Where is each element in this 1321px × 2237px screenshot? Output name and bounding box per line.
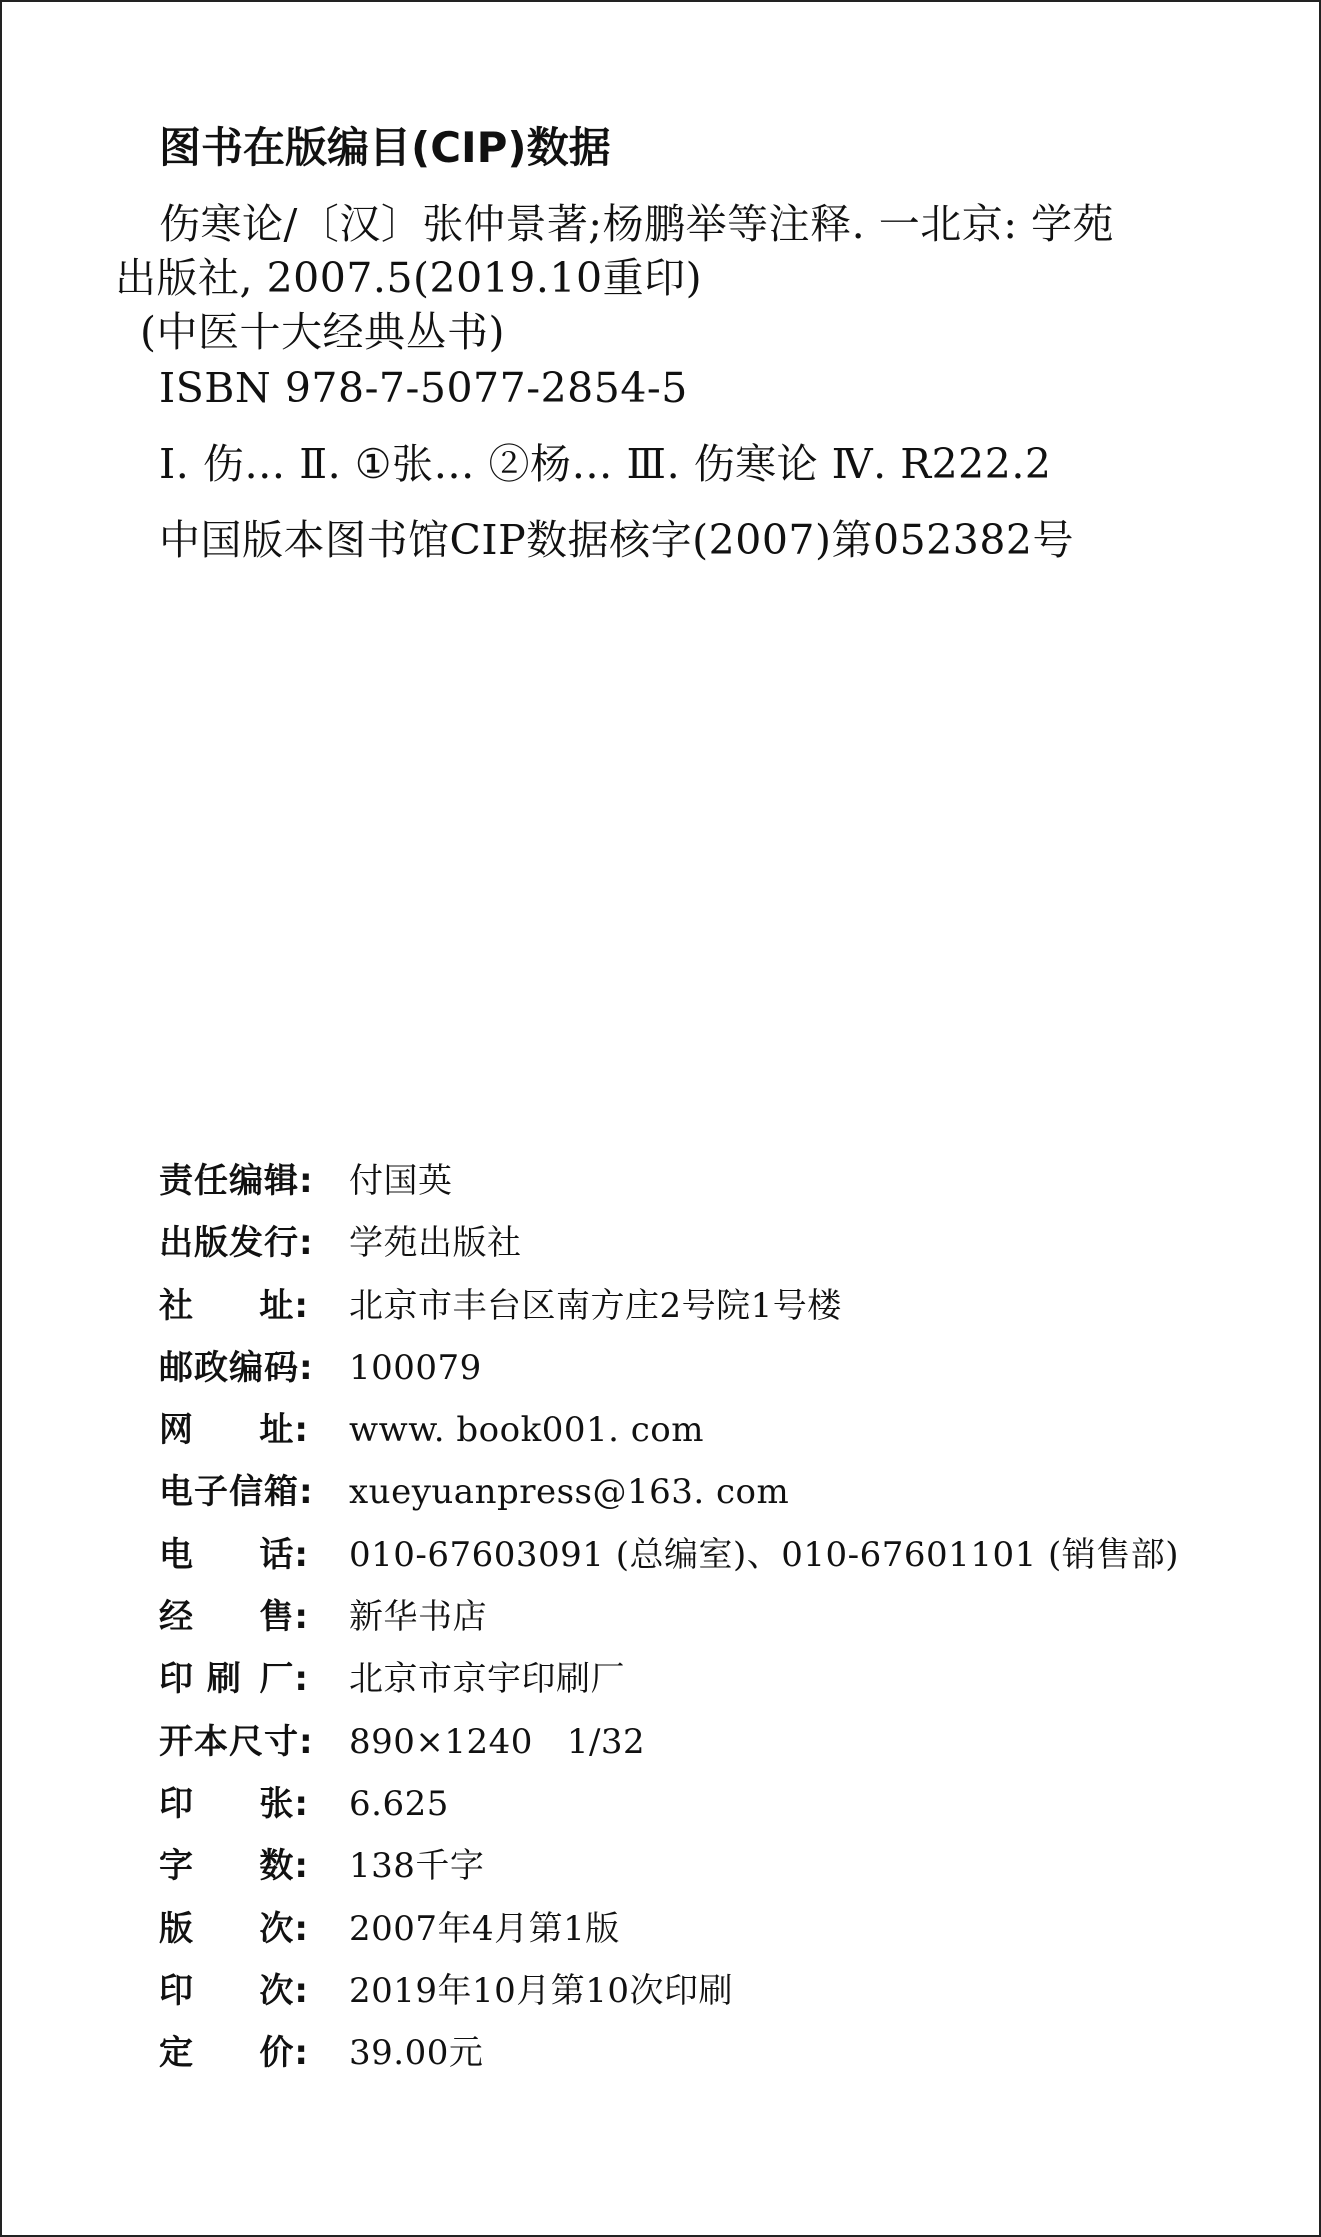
info-row-format <box>159 1720 1259 1782</box>
website-value: www. book001. com <box>349 1410 704 1451</box>
phone-label-part2: 话: <box>259 1534 309 1575</box>
words-value: 138千字 <box>349 1846 485 1887</box>
price-label-part2: 价: <box>259 2033 309 2074</box>
words-label-part1: 字 <box>159 1846 194 1887</box>
publisher-value: 学苑出版社 <box>349 1223 522 1264</box>
distributor-label <box>159 1595 309 1639</box>
printer-label <box>159 1657 309 1701</box>
words-label <box>159 1844 309 1888</box>
publication-info <box>159 1159 1259 2093</box>
printing-label-part2: 次: <box>259 1970 309 2011</box>
address-label <box>159 1284 309 1328</box>
edition-label <box>159 1907 309 1951</box>
publisher-label: 出版发行: <box>159 1223 314 1264</box>
distributor-label-part2: 售: <box>259 1597 309 1638</box>
info-row-website <box>159 1408 1259 1470</box>
printer-label-part1: 印 刷 <box>159 1659 242 1700</box>
info-row-editor <box>159 1159 1259 1221</box>
distributor-label-part1: 经 <box>159 1597 194 1638</box>
address-label-part1: 社 <box>159 1285 194 1326</box>
phone-value: 010-67603091 (总编室)、010-67601101 (销售部) <box>349 1534 1180 1575</box>
info-row-phone <box>159 1533 1259 1595</box>
website-label-part1: 网 <box>159 1410 194 1451</box>
editor-label: 责任编辑: <box>159 1161 314 1201</box>
editor-value: 付国英 <box>349 1161 453 1201</box>
info-row-printing <box>159 1969 1259 2031</box>
edition-value: 2007年4月第1版 <box>349 1908 620 1949</box>
edition-label-part1: 版 <box>159 1908 194 1949</box>
info-row-distributor <box>159 1595 1259 1657</box>
cip-record-number-line: 中国版本图书馆CIP数据核字(2007)第052382号 <box>159 516 1074 564</box>
phone-label <box>159 1533 309 1577</box>
address-value: 北京市丰台区南方庄2号院1号楼 <box>349 1285 842 1326</box>
printing-value: 2019年10月第10次印刷 <box>349 1970 734 2011</box>
info-row-email <box>159 1470 1259 1532</box>
cip-title: 图书在版编目(CIP)数据 <box>159 123 611 172</box>
printer-label-part2: 厂: <box>259 1659 309 1700</box>
printer-value: 北京市京宇印刷厂 <box>349 1659 625 1700</box>
printing-label <box>159 1969 309 2013</box>
price-label <box>159 2031 309 2075</box>
sheets-label-part1: 印 <box>159 1783 194 1824</box>
printing-label-part1: 印 <box>159 1970 194 2011</box>
postcode-value: 100079 <box>349 1347 482 1388</box>
cip-isbn-line: ISBN 978-7-5077-2854-5 <box>159 364 688 412</box>
website-label-part2: 址: <box>259 1410 309 1451</box>
info-row-price <box>159 2031 1259 2093</box>
phone-label-part1: 电 <box>159 1534 194 1575</box>
price-label-part1: 定 <box>159 2033 194 2074</box>
info-row-address <box>159 1284 1259 1346</box>
cip-series-line: (中医十大经典丛书) <box>140 308 505 356</box>
info-row-edition <box>159 1907 1259 1969</box>
info-row-sheets <box>159 1782 1259 1844</box>
info-row-printer <box>159 1657 1259 1719</box>
format-value: 890×1240 1/32 <box>349 1721 646 1762</box>
info-row-postcode <box>159 1346 1259 1408</box>
email-value: xueyuanpress@163. com <box>349 1472 790 1513</box>
format-label: 开本尺寸: <box>159 1721 314 1762</box>
words-label-part2: 数: <box>259 1846 309 1887</box>
cip-title-author-line: 伤寒论/〔汉〕张仲景著;杨鹏举等注释. 一北京: 学苑 <box>159 200 1115 248</box>
distributor-value: 新华书店 <box>349 1597 487 1638</box>
postcode-label: 邮政编码: <box>159 1347 314 1388</box>
sheets-label <box>159 1782 309 1826</box>
website-label <box>159 1408 309 1452</box>
email-label: 电子信箱: <box>159 1472 314 1513</box>
cip-classification-line: Ⅰ. 伤… Ⅱ. ①张… ②杨… Ⅲ. 伤寒论 Ⅳ. R222.2 <box>159 440 1052 488</box>
sheets-value: 6.625 <box>349 1783 449 1824</box>
edition-label-part2: 次: <box>259 1908 309 1949</box>
price-value: 39.00元 <box>349 2033 484 2074</box>
info-row-words <box>159 1844 1259 1906</box>
sheets-label-part2: 张: <box>259 1783 309 1824</box>
cip-publisher-line: 出版社, 2007.5(2019.10重印) <box>115 254 703 302</box>
info-row-publisher <box>159 1221 1259 1283</box>
address-label-part2: 址: <box>259 1285 309 1326</box>
